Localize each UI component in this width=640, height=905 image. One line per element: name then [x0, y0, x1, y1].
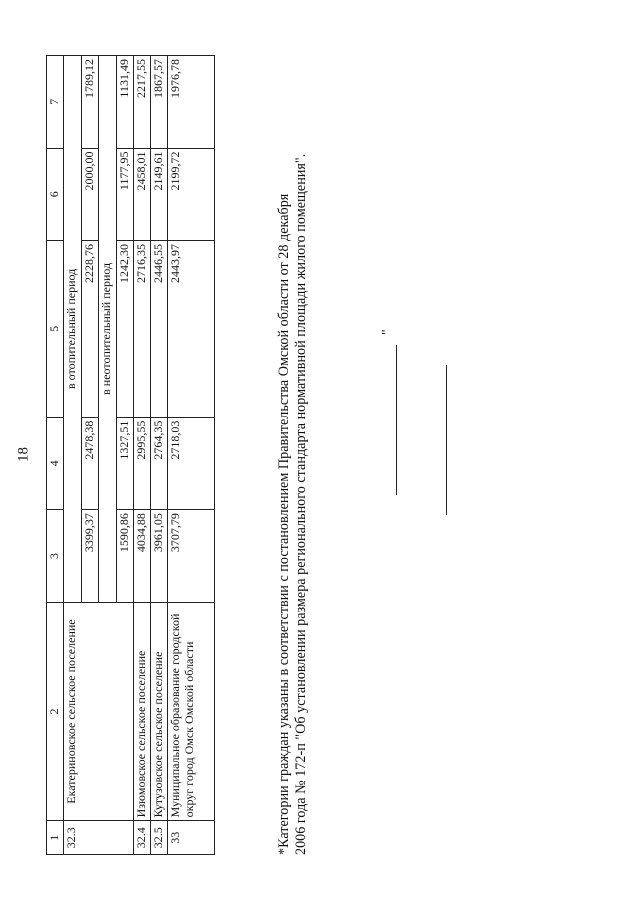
row-name: Кутузовское сельское поселение: [151, 602, 168, 821]
value-cell: 2149,61: [151, 148, 168, 241]
heating-period-label: в отопительный период: [64, 148, 82, 510]
value-cell: 3707,79: [168, 510, 215, 603]
value-cell: 1789,12: [82, 56, 99, 149]
value-cell: 2446,55: [151, 241, 168, 418]
value-cell: 2228,76: [82, 241, 99, 418]
period-row-heating: [64, 56, 82, 855]
closing-quote-mark: ": [380, 329, 395, 335]
value-cell: 1242,30: [117, 241, 134, 418]
table-row: [168, 56, 215, 855]
value-cell: 2000,00: [82, 148, 99, 241]
page-number: 18: [15, 447, 32, 462]
row-num: 32.3: [64, 821, 134, 855]
value-cell: 1131,49: [117, 56, 134, 149]
value-cell: 1590,86: [117, 510, 134, 603]
value-cell: 3399,37: [82, 510, 99, 603]
value-cell: 2718,03: [168, 417, 215, 510]
value-cell: 2478,38: [82, 417, 99, 510]
header-col-7: 7: [47, 56, 64, 149]
header-col-5: 5: [47, 241, 64, 418]
value-cell: 3961,05: [151, 510, 168, 603]
footnote: [276, 55, 310, 855]
footnote-line-2: 2006 года № 172-п "Об установлении размера регионального стандарта нормативной площади жилого помещения".: [293, 153, 309, 855]
value-cell: 2199,72: [168, 148, 215, 241]
tariff-table: [46, 55, 215, 855]
row-name: Екатериновское сельское поселение: [64, 602, 134, 821]
nonheating-period-label: в неотопительный период: [99, 148, 117, 510]
closing-line-top: [396, 345, 397, 495]
table-row: [151, 56, 168, 855]
row-num: 33: [168, 821, 215, 855]
value-cell: 4034,88: [134, 510, 151, 603]
row-name: Муниципальное образование городской округ город Омск Омской области: [168, 602, 215, 821]
value-cell: 2764,35: [151, 417, 168, 510]
rotated-page-content: [46, 15, 606, 855]
header-col-6: 6: [47, 148, 64, 241]
value-cell: 1976,78: [168, 56, 215, 149]
table-header-row: [47, 56, 64, 855]
header-col-2: 2: [47, 602, 64, 821]
value-cell: 2716,35: [134, 241, 151, 418]
header-col-1: 1: [47, 821, 64, 855]
closing-line-bottom: [446, 365, 447, 515]
table-row: [134, 56, 151, 855]
value-cell: 1867,57: [151, 56, 168, 149]
value-cell: 2458,01: [134, 148, 151, 241]
footnote-line-1: *Категории граждан указаны в соответствии с постановлением Правительства Омской области от 28 декабря: [276, 193, 292, 855]
value-cell: 2443,97: [168, 241, 215, 418]
row-name: Изюмовское сельское поселение: [134, 602, 151, 821]
value-cell: 2217,55: [134, 56, 151, 149]
header-col-3: 3: [47, 510, 64, 603]
value-cell: 2995,55: [134, 417, 151, 510]
row-num: 32.4: [134, 821, 151, 855]
value-cell: 1177,95: [117, 148, 134, 241]
value-cell: 1327,51: [117, 417, 134, 510]
row-num: 32.5: [151, 821, 168, 855]
header-col-4: 4: [47, 417, 64, 510]
